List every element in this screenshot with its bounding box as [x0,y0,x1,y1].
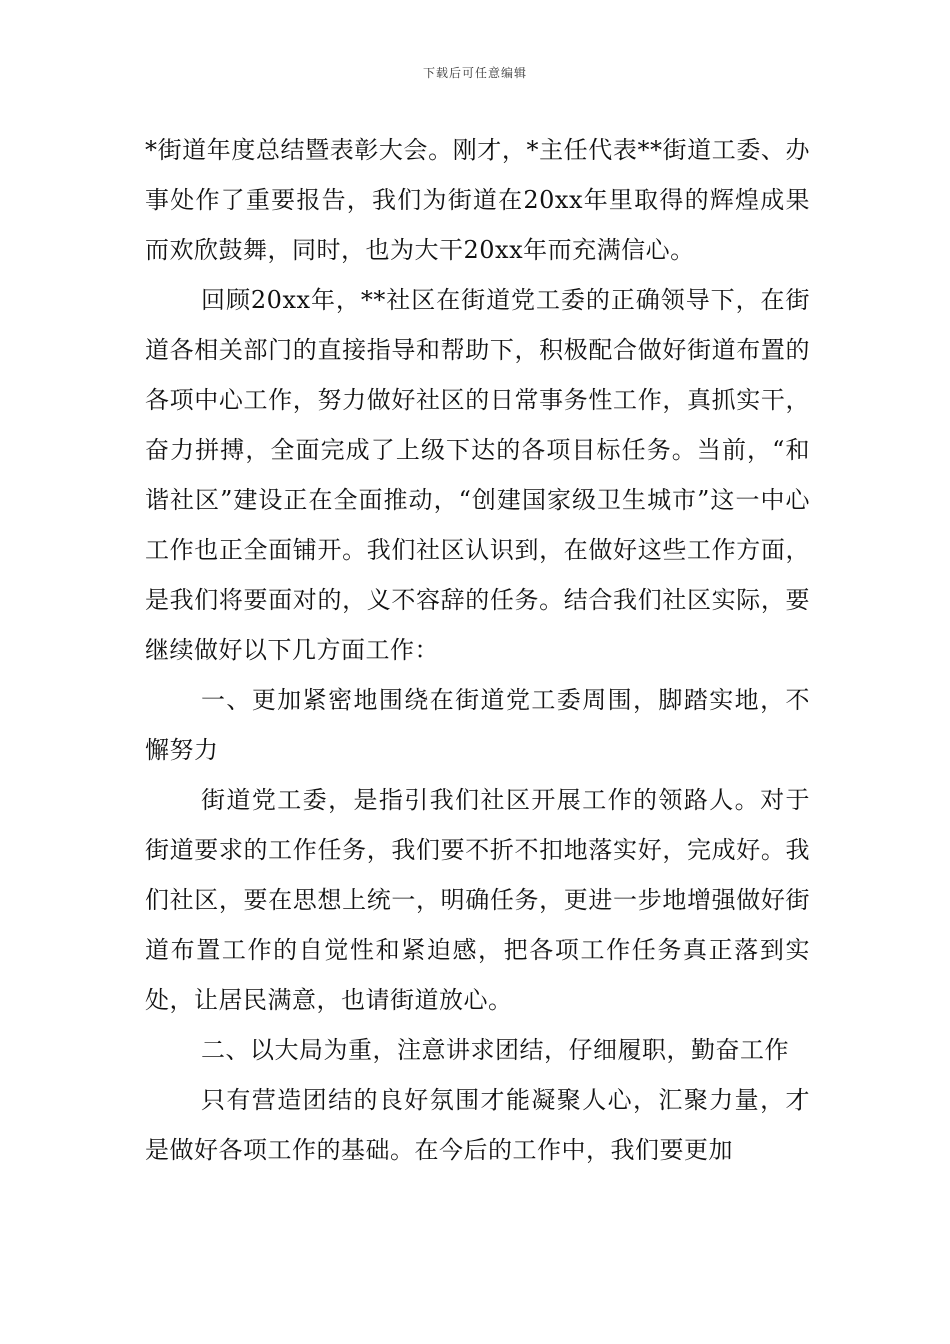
document-body [145,125,810,1175]
paragraph-section-1: 街道党工委，是指引我们社区开展工作的领路人。对于街道要求的工作任务，我们要不折不扣地落实好，完成好。我们社区，要在思想上统一，明确任务，更进一步地增强做好街道布置工作的自觉性和紧迫感，把各项工作任务真正落到实处，让居民满意，也请街道放心。 [145,786,810,1014]
paragraph-section-2: 只有营造团结的良好氛围才能凝聚人心，汇聚力量，才是做好各项工作的基础。在今后的工作中，我们要更加 [145,1086,810,1164]
section-heading-2: 二、以大局为重，注意讲求团结，仔细履职，勤奋工作 [201,1036,789,1064]
section-heading-1: 一、更加紧密地围绕在街道党工委周围，脚踏实地，不懈努力 [145,686,810,764]
page-header: 下载后可任意编辑 [422,66,527,80]
paragraph-intro: *街道年度总结暨表彰大会。刚才，*主任代表**街道工委、办事处作了重要报告，我们为街道在20xx年里取得的辉煌成果而欢欣鼓舞，同时，也为大干20xx年而充满信心。 [145,136,810,264]
paragraph-review: 回顾20xx年，**社区在街道党工委的正确领导下，在街道各相关部门的直接指导和帮助下，积极配合做好街道布置的各项中心工作，努力做好社区的日常事务性工作，真抓实干，奋力拼搏，全面完成了上级下达的各项目标任务。当前，“和谐社区”建设正在全面推动，“创建国家级卫生城市”这一中心工作也正全面铺开。我们社区认识到，在做好这些工作方面，是我们将要面对的，义不容辞的任务。结合我们社区实际，要继续做好以下几方面工作： [145,286,810,664]
